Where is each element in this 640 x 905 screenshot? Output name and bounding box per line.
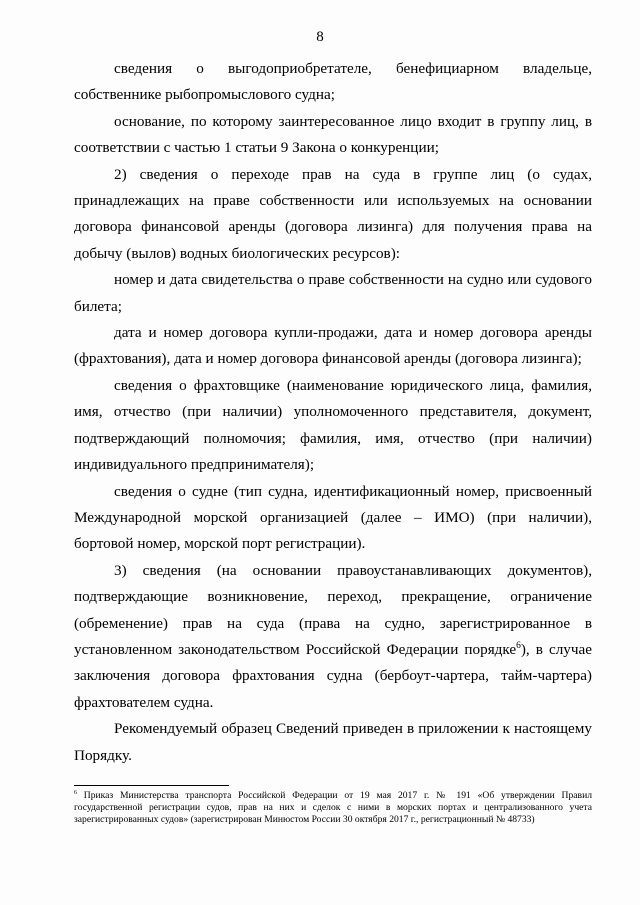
footnote-reference: 6 [516,640,521,651]
footnote [74,790,592,827]
document-body [74,56,592,769]
paragraph-rights-documents-text-a: 3) сведения (на основании правоустанавливающих документов), подтверждающие возникновение, переход, прекращение, ограничение (обременение) прав на суда (права на судно, зарегистрированное в установленном законодательством Российской Федерации порядке [74,561,592,658]
paragraph-rights-transfer: 2) сведения о переходе прав на суда в группе лиц (о судах, принадлежащих на праве собственности или используемых на основании договора финансовой аренды (договора лизинга) для получения права на добычу (вылов) водных биологических ресурсов): [74,165,592,262]
footnote-text: Приказ Министерства транспорта Российской Федерации от 19 мая 2017 г. № 191 «Об утверждении Правил государственной регистрации судов, прав на них и сделок с ними в морских портах и централизованного учета зарегистрированных судов» (зарегистрирован Минюстом России 30 октября 2017 г., регистрационный № 48733) [74,790,592,826]
paragraph-certificate: номер и дата свидетельства о праве собственности на судно или судового билета; [74,271,592,315]
paragraph-beneficiary: сведения о выгодоприобретателе, бенефициарном владельце, собственнике рыбопромыслового судна; [74,60,592,104]
paragraph-rights-documents-text-b: ), в случае заключения договора фрахтования судна (бербоут-чартера, тайм-чартера) фрахтователем судна. [74,640,593,711]
paragraph-contracts: дата и номер договора купли-продажи, дата и номер договора аренды (фрахтования), дата и номер договора финансовой аренды (договора лизинга); [74,324,592,368]
footnote-marker: 6 [74,789,77,796]
page-number: 8 [316,29,324,45]
paragraph-rights-documents [74,558,592,716]
footnote-divider [74,785,229,786]
paragraph-charterer: сведения о фрахтовщике (наименование юридического лица, фамилия, имя, отчество (при наличии) уполномоченного представителя, документ, подтверждающий полномочия; фамилия, имя, отчество (при наличии) индивидуального предпринимателя); [74,376,592,474]
paragraph-vessel: сведения о судне (тип судна, идентификационный номер, присвоенный Международной морской организацией (далее – ИМО) (при наличии), бортовой номер, морской порт регистрации). [74,482,592,553]
paragraph-group-basis: основание, по которому заинтересованное лицо входит в группу лиц, в соответствии с частью 1 статьи 9 Закона о конкуренции; [74,112,592,157]
paragraph-recommended-sample: Рекомендуемый образец Сведений приведен в приложении к настоящему Порядку. [74,720,592,764]
